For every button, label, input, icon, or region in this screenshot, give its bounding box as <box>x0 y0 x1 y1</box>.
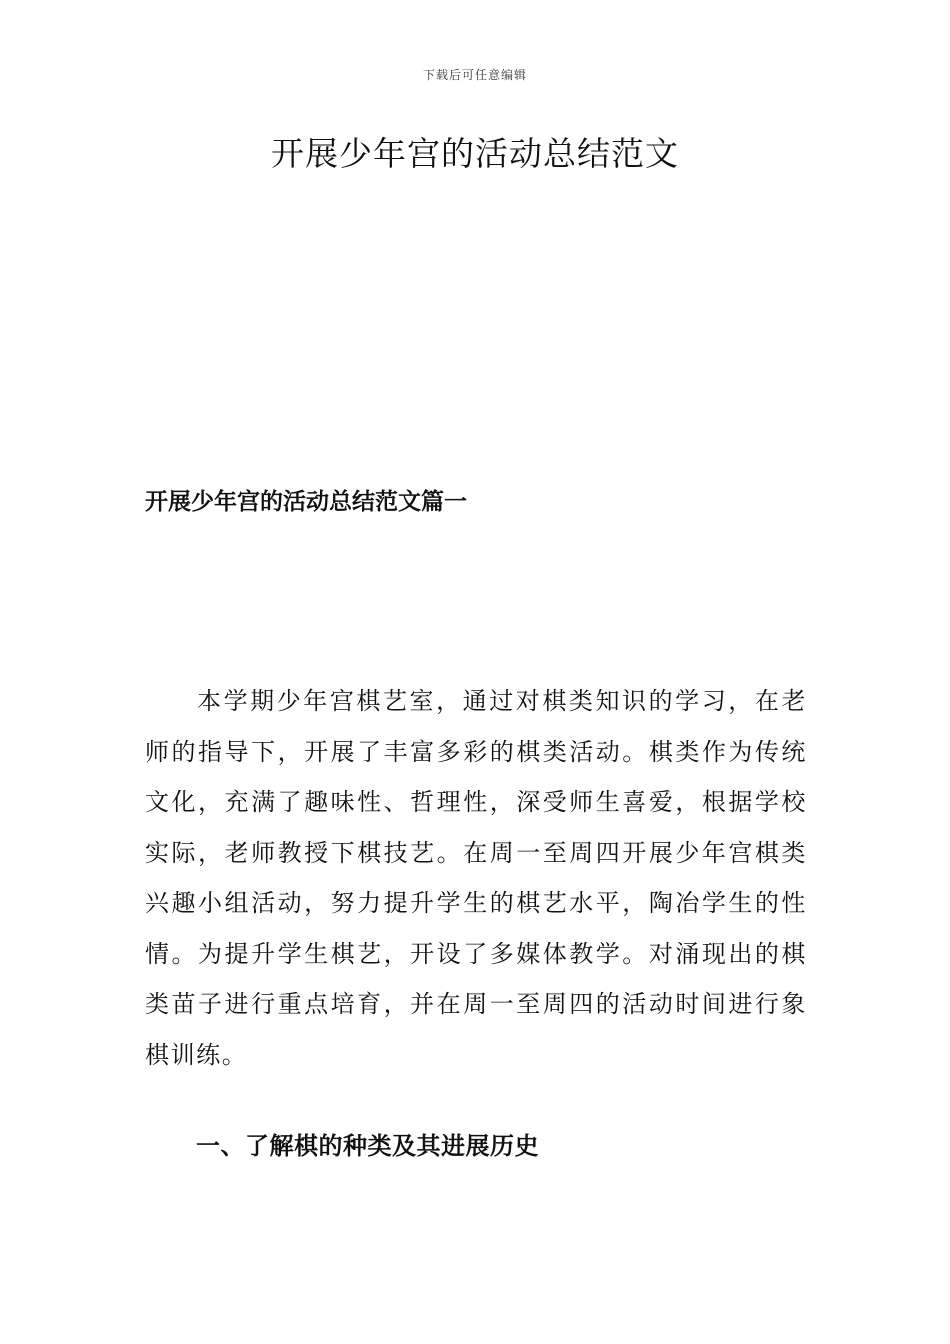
section-heading: 开展少年宫的活动总结范文篇一 <box>145 488 467 515</box>
header-note: 下载后可任意编辑 <box>422 68 527 82</box>
document-title: 开展少年宫的活动总结范文 <box>271 134 679 173</box>
body-paragraph: 本学期少年宫棋艺室，通过对棋类知识的学习，在老师的指导下，开展了丰富多彩的棋类活动。棋类作为传统文化，充满了趣味性、哲理性，深受师生喜爱，根据学校实际，老师教授下棋技艺。在周一至周四开展少年宫棋类兴趣小组活动，努力提升学生的棋艺水平，陶冶学生的性情。为提升学生棋艺，开设了多媒体教学。对涌现出的棋类苗子进行重点培育，并在周一至周四的活动时间进行象棋训练。 <box>145 687 807 1069</box>
subheading: 一、了解棋的种类及其进展历史 <box>196 1131 539 1160</box>
